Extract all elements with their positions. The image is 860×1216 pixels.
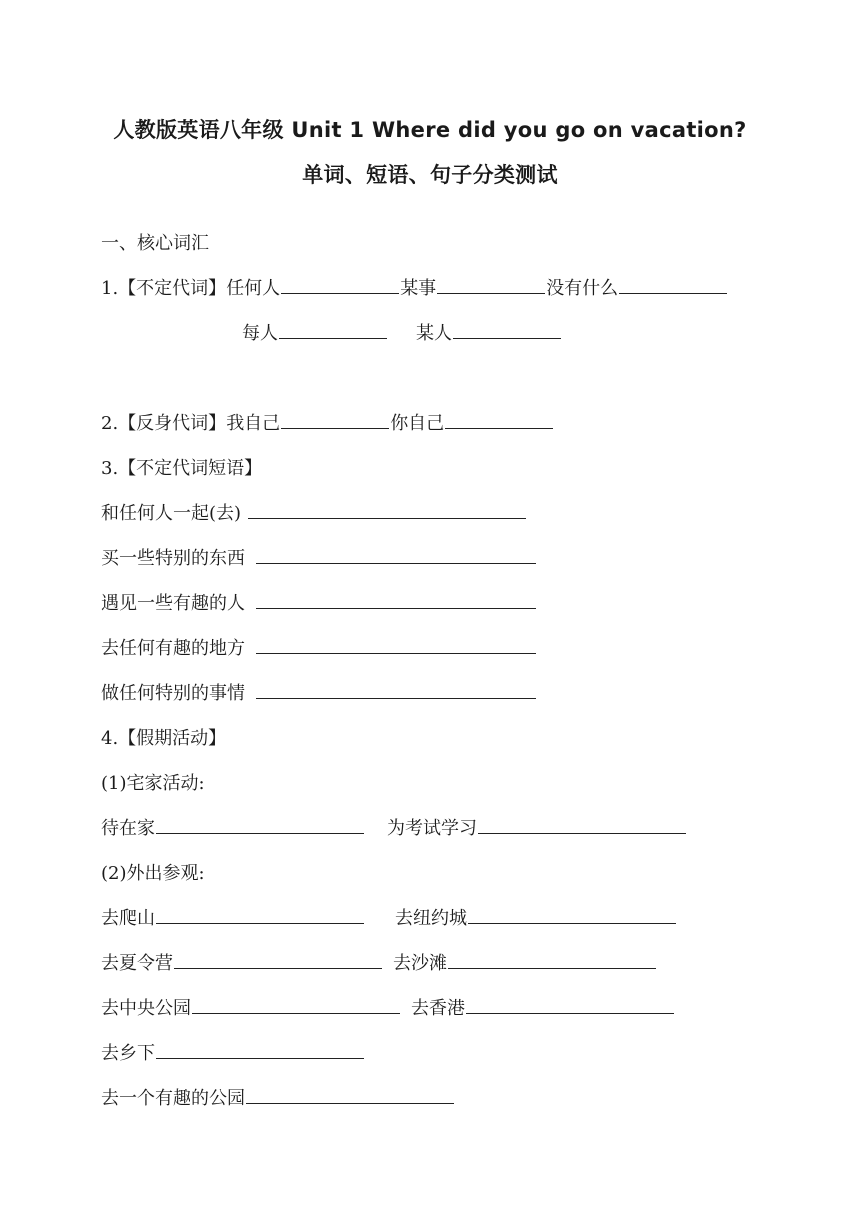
answer-blank[interactable] [468, 906, 676, 924]
prompt: 去香港 [411, 998, 465, 1019]
prompt: 任何人 [226, 278, 281, 299]
prompt: 去任何有趣的地方 [101, 638, 245, 659]
q2-row [101, 409, 554, 435]
q3-label: 3.【不定代词短语】 [101, 458, 263, 479]
prompt: 某事 [400, 278, 437, 299]
prompt: 和任何人一起(去) [101, 503, 242, 524]
prompt: 去夏令营 [101, 953, 173, 974]
prompt: 为考试学习 [387, 818, 477, 839]
prompt: 去纽约城 [395, 908, 467, 929]
prompt: 买一些特别的东西 [101, 548, 245, 569]
prompt: 做任何特别的事情 [101, 683, 245, 704]
q3-item [101, 634, 537, 660]
answer-blank[interactable] [192, 996, 400, 1014]
prompt: 去爬山 [101, 908, 155, 929]
q4-sub2-row [101, 949, 657, 975]
q2-label: 2.【反身代词】 [101, 413, 227, 434]
prompt: 去中央公园 [101, 998, 191, 1019]
worksheet-title: 人教版英语八年级 Unit 1 Where did you go on vacation? [113, 118, 747, 142]
prompt: 某人 [416, 323, 452, 344]
answer-blank[interactable] [156, 816, 364, 834]
answer-blank[interactable] [281, 276, 399, 294]
q1-row-2 [242, 319, 562, 345]
q4-sub2-row [101, 994, 675, 1020]
answer-blank[interactable] [279, 321, 387, 339]
prompt: 没有什么 [546, 278, 619, 299]
answer-blank[interactable] [453, 321, 561, 339]
answer-blank[interactable] [281, 411, 389, 429]
prompt: 待在家 [101, 818, 155, 839]
answer-blank[interactable] [256, 546, 536, 564]
answer-blank[interactable] [256, 636, 536, 654]
answer-blank[interactable] [156, 1041, 364, 1059]
q4-sub1-row [101, 814, 687, 840]
q4-sub2-row [101, 904, 677, 930]
prompt: 遇见一些有趣的人 [101, 593, 245, 614]
answer-blank[interactable] [248, 501, 526, 519]
answer-blank[interactable] [174, 951, 382, 969]
q4-sub1-label: (1)宅家活动: [101, 773, 205, 794]
q1-row-1 [101, 274, 728, 300]
prompt: 去一个有趣的公园 [101, 1088, 245, 1109]
q4-sub2-label: (2)外出参观: [101, 863, 205, 884]
section-heading: 一、核心词汇 [101, 233, 209, 254]
answer-blank[interactable] [256, 681, 536, 699]
q3-item [101, 589, 537, 615]
q3-item [101, 499, 527, 525]
q4-sub2-row [101, 1084, 455, 1110]
q4-sub2-row [101, 1039, 365, 1065]
answer-blank[interactable] [619, 276, 727, 294]
answer-blank[interactable] [448, 951, 656, 969]
answer-blank[interactable] [478, 816, 686, 834]
answer-blank[interactable] [156, 906, 364, 924]
prompt: 去沙滩 [393, 953, 447, 974]
prompt: 我自己 [226, 413, 281, 434]
prompt: 每人 [242, 323, 278, 344]
answer-blank[interactable] [437, 276, 545, 294]
worksheet-subtitle: 单词、短语、句子分类测试 [302, 163, 558, 187]
answer-blank[interactable] [445, 411, 553, 429]
q3-item [101, 679, 537, 705]
answer-blank[interactable] [256, 591, 536, 609]
answer-blank[interactable] [246, 1086, 454, 1104]
q4-label: 4.【假期活动】 [101, 728, 227, 749]
q3-item [101, 544, 537, 570]
prompt: 去乡下 [101, 1043, 155, 1064]
q1-label: 1.【不定代词】 [101, 278, 227, 299]
prompt: 你自己 [390, 413, 445, 434]
answer-blank[interactable] [466, 996, 674, 1014]
